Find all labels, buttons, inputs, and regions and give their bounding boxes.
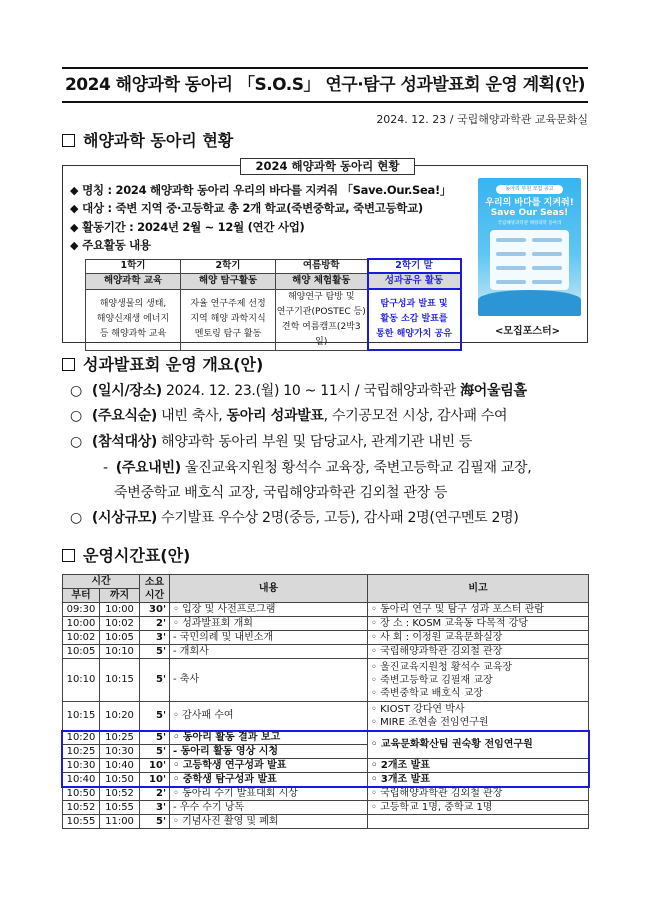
section-heading-overview: 성과발표회 운영 개요(안): [62, 352, 263, 375]
poster-top-text: 동아리 부원 모집 공고: [496, 185, 563, 194]
diamond-bullet-icon: ◆: [70, 239, 79, 252]
table-row: 10:50 10:52 2' ◦ 동아리 수기 발표대회 시상 ◦ 국립해양과학관 김외철 관장: [63, 787, 589, 801]
table-row: 10:52 10:55 3' - 우수 수기 낭독 ◦ 고등학교 1명, 중학교 1명: [63, 801, 589, 815]
header-content: 내용: [170, 575, 368, 603]
table-row: 10:55 11:00 5' ◦ 기념사진 촬영 및 폐회: [63, 815, 589, 829]
activity-table: [85, 258, 462, 351]
diamond-bullet-icon: ◆: [70, 184, 79, 197]
checkbox-square-icon: [62, 358, 75, 371]
overview-guests-line2: 죽변중학교 배호식 교장, 국립해양과학관 김외철 관장 등: [114, 485, 448, 501]
activity-desc: 자율 연구주제 선정 지역 해양 과학지식 멘토링 탐구 활동: [181, 289, 276, 350]
table-row: 10:20 10:25 5' ◦ 동아리 활동 결과 보고 ◦ 교육문화확산팀 권숙황 전임연구원: [63, 731, 589, 745]
checkbox-square-icon: [62, 549, 75, 562]
poster-wave: [478, 290, 581, 316]
overview-item-awards: ○ (시상규모) 수기발표 우수상 2명(중등, 고등), 감사패 2명(연구멘토 2명): [70, 510, 519, 526]
poster-subtitle: 국립해양과학관 해양과학 동아리: [497, 221, 562, 226]
table-row: 09:30 10:00 30' ◦ 입장 및 사전프로그램 ◦ 동아리 연구 및 탐구 성과 포스터 관람: [63, 603, 589, 617]
table-row: 10:25 10:30 5' - 동아리 활동 영상 시청: [63, 745, 589, 759]
circle-bullet-icon: ○: [70, 383, 82, 399]
overview-item-datetime: ○ (일시/장소) 2024. 12. 23.(월) 10 ~ 11시 / 국립해양과학관 海어울림홀: [70, 383, 527, 399]
status-line-activities: ◆ 주요활동 내용: [70, 238, 151, 252]
circle-bullet-icon: ○: [70, 510, 82, 526]
checkbox-square-icon: [62, 134, 75, 147]
overview-item-program: ○ (주요식순) 내빈 축사, 동아리 성과발표, 수기공모전 시상, 감사패 수여: [70, 408, 508, 424]
table-row: 10:15 10:20 5' ◦ 감사패 수여 ◦ KIOST 강다연 박사 ◦ MIRE 조현솔 전임연구원: [63, 702, 589, 731]
circle-bullet-icon: ○: [70, 408, 82, 424]
header-duration: 소요 시간: [140, 575, 170, 603]
status-line-target: ◆ 대상 : 죽변 지역 중·고등학교 총 2개 학교(죽변중학교, 죽변고등학교): [70, 201, 423, 215]
activity-desc: 해양연구 탐방 및 연구기관(POSTEC 등) 견학 여름캠프(2박3일): [276, 289, 368, 350]
status-line-period: ◆ 활동기간 : 2024년 2월 ~ 12월 (연간 사업): [70, 220, 305, 234]
activity-term: 여름방학: [276, 259, 368, 273]
header-note: 비고: [368, 575, 589, 603]
activity-term: 2학기: [181, 259, 276, 273]
activity-desc: 해양생물의 생태, 해양신재생 에너지 등 해양과학 교육: [86, 289, 181, 350]
status-caption: 2024 해양과학 동아리 현황: [240, 158, 415, 175]
poster-title: 우리의 바다를 지켜줘! Save Our Seas!: [485, 198, 574, 218]
table-row: 10:10 10:15 5' - 축사 ◦ 울진교육지원청 황석수 교육장 ◦ 죽변고등학교 김필재 교장 ◦ 죽변중학교 배호식 교장: [63, 659, 589, 702]
header-from: 부터: [63, 589, 100, 603]
activity-term: 1학기: [86, 259, 181, 273]
header-to: 까지: [100, 589, 140, 603]
poster-caption: <모집포스터>: [495, 326, 561, 337]
activity-title: 해양 탐구활동: [181, 273, 276, 289]
diamond-bullet-icon: ◆: [70, 202, 79, 215]
table-row: 10:05 10:10 5' - 개회사 ◦ 국립해양과학관 김외철 관장: [63, 645, 589, 659]
table-row: 10:30 10:40 10' ◦ 고등학생 연구성과 발표 ◦ 2개조 발표: [63, 759, 589, 773]
recruitment-poster-image: [478, 178, 581, 316]
circle-bullet-icon: ○: [70, 434, 82, 450]
activity-title-highlight: 성과공유 활동: [368, 273, 461, 289]
poster-card: [490, 230, 569, 290]
document-date: 2024. 12. 23 / 국립해양과학관 교육문화실: [376, 113, 588, 126]
overview-guests-line1: - (주요내빈) 울진교육지원청 황석수 교육장, 죽변고등학교 김필재 교장,: [103, 460, 532, 476]
section-heading-schedule: 운영시간표(안): [62, 543, 190, 566]
overview-item-attendees: ○ (참석대상) 해양과학 동아리 부원 및 담당교사, 관계기관 내빈 등: [70, 434, 473, 450]
activity-desc-highlight: 탐구성과 발표 및 활동 소감 발표를 통한 해양가치 공유: [368, 289, 461, 350]
section-heading-status: 해양과학 동아리 현황: [62, 128, 233, 151]
activity-term-highlight: 2학기 말: [368, 259, 461, 273]
document-title: 2024 해양과학 동아리 「S.O.S」 연구·탐구 성과발표회 운영 계획(안): [62, 67, 588, 103]
table-row: 10:02 10:05 3' - 국민의례 및 내빈소개 ◦ 사 회 : 이정원 교육문화실장: [63, 631, 589, 645]
schedule-table: [62, 574, 589, 829]
activity-title: 해양 체험활동: [276, 273, 368, 289]
diamond-bullet-icon: ◆: [70, 221, 79, 234]
status-line-name: ◆ 명칭 : 2024 해양과학 동아리 우리의 바다를 지켜줘 「Save.Our.Sea!」: [70, 183, 452, 197]
activity-title: 해양과학 교육: [86, 273, 181, 289]
table-row: 10:00 10:02 2' ◦ 성과발표회 개회 ◦ 장 소 : KOSM 교육동 다목적 강당: [63, 617, 589, 631]
table-row: 10:40 10:50 10' ◦ 중학생 탐구성과 발표 ◦ 3개조 발표: [63, 773, 589, 787]
header-time: 시간: [63, 575, 140, 589]
